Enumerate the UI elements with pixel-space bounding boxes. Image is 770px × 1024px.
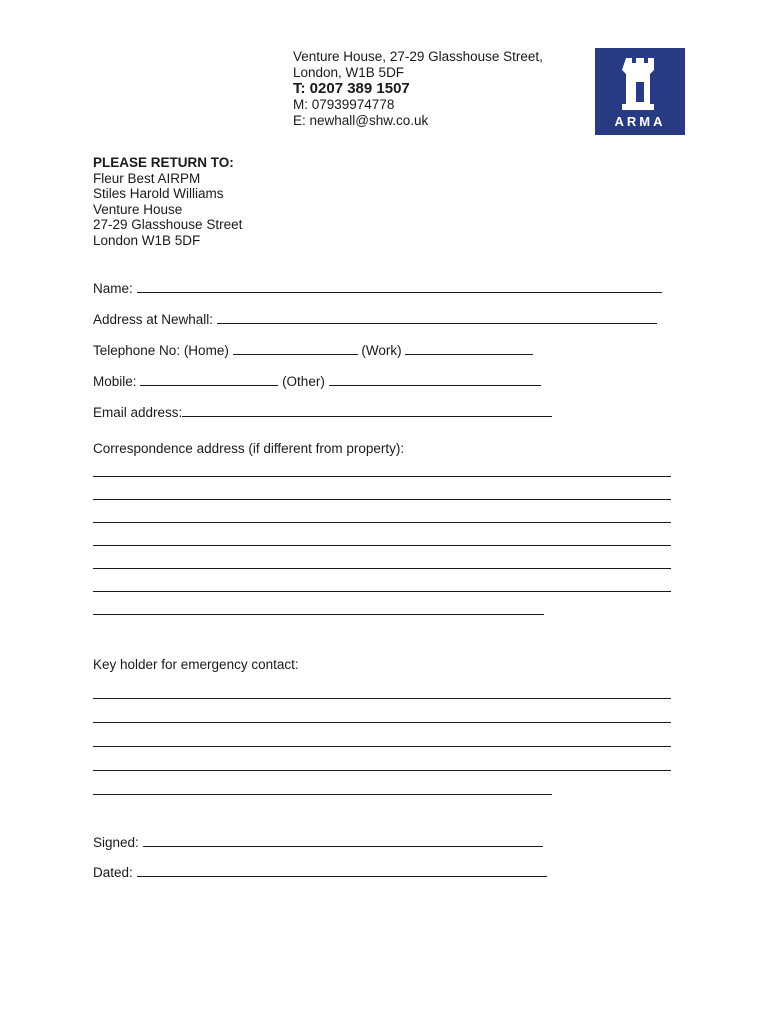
contact-address: Venture House, 27-29 Glasshouse Street, bbox=[293, 49, 543, 64]
key-holder-line[interactable] bbox=[93, 746, 671, 747]
return-heading: PLEASE RETURN TO: bbox=[93, 155, 234, 170]
correspondence-line[interactable] bbox=[93, 614, 544, 615]
correspondence-label: Correspondence address (if different from property): bbox=[93, 441, 405, 456]
dated-label: Dated: bbox=[93, 865, 133, 880]
telephone-home-field[interactable] bbox=[233, 342, 358, 355]
correspondence-line[interactable] bbox=[93, 476, 671, 477]
email-row bbox=[93, 404, 552, 421]
other-field[interactable] bbox=[329, 373, 541, 386]
mobile-label: Mobile: bbox=[93, 374, 137, 389]
telephone-home-label: Telephone No: (Home) bbox=[93, 343, 229, 358]
dated-row bbox=[93, 864, 547, 881]
logo-text: ARMA bbox=[614, 114, 666, 129]
signed-field[interactable] bbox=[143, 834, 543, 847]
contact-block bbox=[293, 49, 543, 128]
correspondence-line[interactable] bbox=[93, 545, 671, 546]
telephone-row bbox=[93, 342, 533, 359]
name-field[interactable] bbox=[137, 280, 662, 293]
dated-field[interactable] bbox=[137, 864, 547, 877]
signed-row bbox=[93, 834, 543, 851]
address-field[interactable] bbox=[217, 311, 657, 324]
key-holder-line[interactable] bbox=[93, 770, 671, 771]
other-label: (Other) bbox=[282, 374, 325, 389]
key-holder-line[interactable] bbox=[93, 698, 671, 699]
correspondence-line[interactable] bbox=[93, 499, 671, 500]
key-holder-line[interactable] bbox=[93, 794, 552, 795]
signed-label: Signed: bbox=[93, 835, 139, 850]
return-address bbox=[93, 155, 242, 248]
contact-city: London, W1B 5DF bbox=[293, 64, 405, 80]
name-row bbox=[93, 280, 662, 297]
correspondence-line[interactable] bbox=[93, 591, 671, 592]
correspondence-line[interactable] bbox=[93, 522, 671, 523]
name-label: Name: bbox=[93, 281, 133, 296]
arma-logo bbox=[595, 48, 685, 135]
key-holder-label: Key holder for emergency contact: bbox=[93, 657, 299, 672]
return-line: London W1B 5DF bbox=[93, 232, 201, 248]
address-label: Address at Newhall: bbox=[93, 312, 214, 327]
contact-email: E: newhall@shw.co.uk bbox=[293, 112, 429, 128]
mobile-row bbox=[93, 373, 541, 390]
correspondence-line[interactable] bbox=[93, 568, 671, 569]
key-holder-line[interactable] bbox=[93, 722, 671, 723]
email-field[interactable] bbox=[182, 404, 552, 417]
contact-telephone: T: 0207 389 1507 bbox=[293, 80, 410, 97]
mobile-field[interactable] bbox=[140, 373, 278, 386]
address-row bbox=[93, 311, 657, 328]
return-line: Stiles Harold Williams bbox=[93, 186, 224, 201]
telephone-work-label: (Work) bbox=[361, 343, 402, 358]
contact-mobile: M: 07939974778 bbox=[293, 97, 395, 112]
telephone-work-field[interactable] bbox=[405, 342, 533, 355]
return-line: Venture House bbox=[93, 201, 183, 217]
return-line: Fleur Best AIRPM bbox=[93, 170, 201, 186]
email-label: Email address: bbox=[93, 405, 183, 420]
return-line: 27-29 Glasshouse Street bbox=[93, 217, 243, 232]
